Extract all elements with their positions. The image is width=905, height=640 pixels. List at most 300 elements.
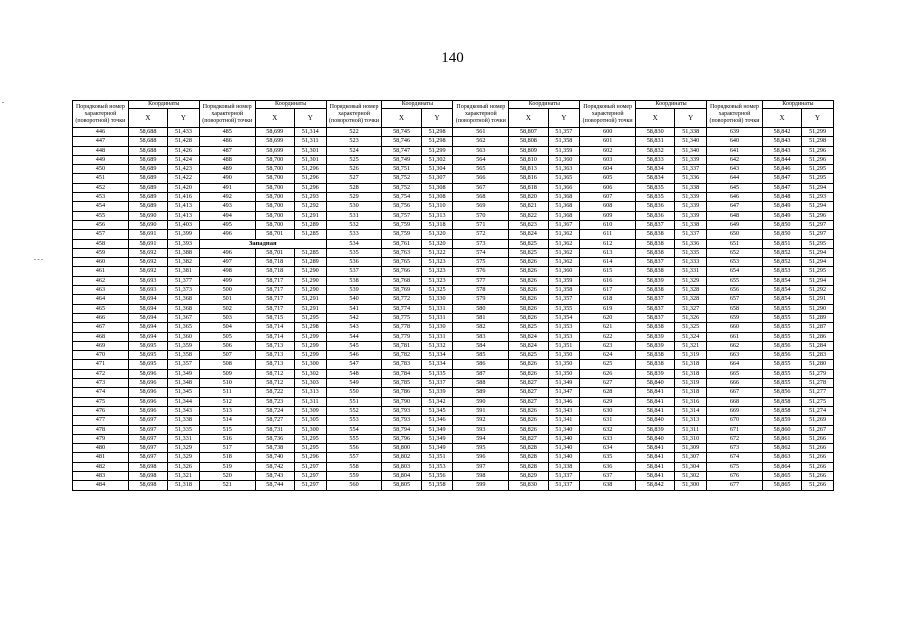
page-number: 140: [441, 50, 464, 66]
point-number-cell: 510: [199, 379, 255, 388]
x-cell: 58,842: [636, 481, 675, 490]
y-cell: 51,351: [548, 341, 580, 350]
y-cell: 51,293: [802, 193, 834, 202]
point-number-cell: 658: [707, 304, 763, 313]
point-number-cell: 647: [707, 202, 763, 211]
point-number-cell: 629: [580, 397, 636, 406]
point-number-cell: 544: [326, 332, 382, 341]
x-cell: 58,717: [255, 286, 294, 295]
x-cell: 58,826: [509, 369, 548, 378]
y-cell: 51,360: [548, 267, 580, 276]
y-cell: 51,340: [675, 137, 707, 146]
point-number-cell: 638: [580, 481, 636, 490]
y-cell: 51,297: [802, 220, 834, 229]
x-cell: 58,838: [636, 239, 675, 248]
y-cell: 51,357: [548, 295, 580, 304]
y-cell: 51,295: [294, 434, 326, 443]
y-cell: 51,286: [802, 332, 834, 341]
point-number-cell: 667: [707, 388, 763, 397]
point-number-cell: 458: [73, 239, 129, 248]
coordinates-header: Координаты: [128, 101, 199, 109]
coordinates-header: Координаты: [762, 101, 833, 109]
y-cell: 51,416: [168, 193, 200, 202]
point-number-cell: 665: [707, 369, 763, 378]
point-number-cell: 498: [199, 267, 255, 276]
point-number-cell: 606: [580, 183, 636, 192]
point-number-cell: 572: [453, 230, 509, 239]
point-number-cell: 637: [580, 471, 636, 480]
y-cell: 51,297: [294, 462, 326, 471]
y-cell: 51,296: [802, 146, 834, 155]
point-number-cell: 449: [73, 155, 129, 164]
coordinates-header: Координаты: [636, 101, 707, 109]
point-number-cell: 631: [580, 416, 636, 425]
y-cell: 51,336: [675, 174, 707, 183]
x-cell: 58,700: [255, 211, 294, 220]
table-row: [73, 230, 834, 239]
y-cell: 51,266: [802, 462, 834, 471]
x-cell: 58,839: [636, 332, 675, 341]
x-cell: 58,824: [509, 332, 548, 341]
point-number-cell: 512: [199, 397, 255, 406]
point-number-cell: 676: [707, 471, 763, 480]
point-number-cell: 641: [707, 146, 763, 155]
point-number-cell: 485: [199, 128, 255, 137]
y-cell: 51,284: [802, 341, 834, 350]
coordinates-header: Координаты: [382, 101, 453, 109]
point-number-cell: 568: [453, 193, 509, 202]
y-cell: 51,266: [802, 444, 834, 453]
y-cell: 51,359: [548, 146, 580, 155]
x-cell: 58,826: [509, 304, 548, 313]
point-number-cell: 526: [326, 165, 382, 174]
y-cell: 51,307: [675, 453, 707, 462]
y-cell: 51,297: [294, 481, 326, 490]
x-cell: 58,841: [636, 453, 675, 462]
point-number-cell: 473: [73, 379, 129, 388]
x-cell: 58,826: [509, 425, 548, 434]
x-cell: 58,698: [128, 481, 167, 490]
point-number-cell: 488: [199, 155, 255, 164]
table-row: [73, 425, 834, 434]
x-cell: 58,838: [636, 323, 675, 332]
x-cell: 58,854: [762, 295, 801, 304]
x-cell: 58,699: [255, 146, 294, 155]
point-number-cell: 556: [326, 444, 382, 453]
y-cell: 51,362: [548, 230, 580, 239]
x-cell: 58,714: [255, 323, 294, 332]
point-number-cell: 625: [580, 360, 636, 369]
coordinates-header: Координаты: [255, 101, 326, 109]
y-cell: 51,316: [675, 397, 707, 406]
x-cell: 58,838: [636, 230, 675, 239]
x-cell: 58,690: [128, 211, 167, 220]
x-cell: 58,864: [762, 462, 801, 471]
point-number-header: Порядковый номер характерной (поворотной) точки: [580, 101, 636, 128]
x-cell: 58,690: [128, 220, 167, 229]
y-cell: 51,348: [168, 379, 200, 388]
point-number-cell: 495: [199, 220, 255, 229]
y-cell: 51,420: [168, 183, 200, 192]
point-number-cell: 558: [326, 462, 382, 471]
margin-mark: -: [2, 100, 4, 106]
x-cell: 58,699: [255, 128, 294, 137]
point-number-cell: 621: [580, 323, 636, 332]
table-row: [73, 351, 834, 360]
x-cell: 58,833: [636, 155, 675, 164]
table-row: [73, 155, 834, 164]
point-number-cell: 648: [707, 211, 763, 220]
x-cell: 58,855: [762, 304, 801, 313]
y-cell: 51,325: [675, 323, 707, 332]
point-number-cell: 468: [73, 332, 129, 341]
x-cell: 58,694: [128, 323, 167, 332]
point-number-cell: 592: [453, 416, 509, 425]
point-number-cell: 590: [453, 397, 509, 406]
point-number-cell: 609: [580, 211, 636, 220]
x-cell: 58,796: [382, 434, 421, 443]
y-cell: 51,277: [802, 388, 834, 397]
y-cell: 51,295: [802, 239, 834, 248]
x-cell: 58,692: [128, 248, 167, 257]
point-number-cell: 564: [453, 155, 509, 164]
point-number-cell: 472: [73, 369, 129, 378]
point-number-cell: 612: [580, 239, 636, 248]
x-cell: 58,714: [255, 332, 294, 341]
y-cell: 51,355: [548, 304, 580, 313]
y-cell: 51,289: [294, 220, 326, 229]
y-cell: 51,337: [675, 165, 707, 174]
x-cell: 58,825: [509, 239, 548, 248]
point-number-cell: 588: [453, 379, 509, 388]
point-number-cell: 451: [73, 174, 129, 183]
y-cell: 51,300: [675, 481, 707, 490]
point-number-cell: 644: [707, 174, 763, 183]
x-cell: 58,840: [636, 416, 675, 425]
y-cell: 51,332: [421, 341, 453, 350]
point-number-cell: 456: [73, 220, 129, 229]
x-cell: 58,856: [762, 341, 801, 350]
point-number-cell: 513: [199, 406, 255, 415]
point-number-cell: 486: [199, 137, 255, 146]
point-number-cell: 657: [707, 295, 763, 304]
x-cell: 58,698: [128, 462, 167, 471]
y-cell: 51,322: [421, 248, 453, 257]
y-cell: 51,363: [548, 165, 580, 174]
x-cell: 58,793: [382, 416, 421, 425]
point-number-cell: 550: [326, 388, 382, 397]
y-cell: 51,318: [168, 481, 200, 490]
y-cell: 51,326: [675, 313, 707, 322]
y-cell: 51,291: [294, 304, 326, 313]
point-number-cell: 601: [580, 137, 636, 146]
y-header: Y: [294, 109, 326, 128]
table-row: [73, 174, 834, 183]
y-cell: 51,350: [548, 360, 580, 369]
point-number-cell: 573: [453, 239, 509, 248]
coordinates-table: [72, 100, 834, 491]
x-cell: 58,757: [382, 211, 421, 220]
point-number-cell: 499: [199, 276, 255, 285]
x-cell: 58,834: [636, 165, 675, 174]
x-cell: 58,700: [255, 202, 294, 211]
point-number-cell: 560: [326, 481, 382, 490]
x-cell: 58,689: [128, 165, 167, 174]
point-number-cell: 605: [580, 174, 636, 183]
y-header: Y: [168, 109, 200, 128]
point-number-cell: 677: [707, 481, 763, 490]
x-cell: 58,807: [509, 128, 548, 137]
y-cell: 51,295: [294, 444, 326, 453]
x-cell: 58,849: [762, 211, 801, 220]
y-cell: 51,413: [168, 211, 200, 220]
y-cell: 51,267: [802, 425, 834, 434]
point-number-cell: 615: [580, 267, 636, 276]
x-cell: 58,855: [762, 323, 801, 332]
point-number-cell: 502: [199, 304, 255, 313]
point-number-cell: 654: [707, 267, 763, 276]
y-cell: 51,330: [421, 323, 453, 332]
y-cell: 51,304: [675, 462, 707, 471]
point-number-cell: 614: [580, 258, 636, 267]
y-cell: 51,325: [421, 286, 453, 295]
x-cell: 58,813: [509, 165, 548, 174]
table-row: [73, 444, 834, 453]
point-number-cell: 668: [707, 397, 763, 406]
y-cell: 51,349: [548, 379, 580, 388]
x-cell: 58,688: [128, 128, 167, 137]
table-row: [73, 128, 834, 137]
y-cell: 51,278: [802, 379, 834, 388]
y-cell: 51,368: [168, 295, 200, 304]
x-cell: 58,691: [128, 239, 167, 248]
x-cell: 58,840: [636, 379, 675, 388]
point-number-cell: 514: [199, 416, 255, 425]
table-row: [73, 323, 834, 332]
table-row: [73, 248, 834, 257]
x-cell: 58,826: [509, 267, 548, 276]
x-cell: 58,692: [128, 258, 167, 267]
x-cell: 58,752: [382, 183, 421, 192]
point-number-cell: 538: [326, 276, 382, 285]
x-cell: 58,778: [382, 323, 421, 332]
y-cell: 51,291: [294, 211, 326, 220]
y-cell: 51,368: [168, 304, 200, 313]
y-cell: 51,296: [294, 453, 326, 462]
point-number-cell: 467: [73, 323, 129, 332]
point-number-cell: 636: [580, 462, 636, 471]
point-number-cell: 533: [326, 230, 382, 239]
y-cell: 51,324: [675, 332, 707, 341]
x-cell: 58,841: [636, 388, 675, 397]
x-cell: 58,858: [762, 397, 801, 406]
x-cell: 58,828: [509, 453, 548, 462]
point-number-cell: 646: [707, 193, 763, 202]
x-cell: 58,818: [509, 183, 548, 192]
y-cell: 51,381: [168, 267, 200, 276]
point-number-cell: 545: [326, 341, 382, 350]
point-number-cell: 522: [326, 128, 382, 137]
y-cell: 51,305: [294, 416, 326, 425]
section-label: Западная: [199, 239, 326, 248]
y-cell: 51,357: [168, 360, 200, 369]
x-cell: 58,830: [636, 128, 675, 137]
x-cell: 58,697: [128, 416, 167, 425]
x-cell: 58,800: [382, 444, 421, 453]
point-number-cell: 672: [707, 434, 763, 443]
y-cell: 51,266: [802, 434, 834, 443]
point-number-cell: 623: [580, 341, 636, 350]
y-cell: 51,299: [802, 128, 834, 137]
x-cell: 58,781: [382, 341, 421, 350]
y-cell: 51,340: [548, 453, 580, 462]
x-cell: 58,696: [128, 379, 167, 388]
x-cell: 58,697: [128, 453, 167, 462]
point-number-cell: 597: [453, 462, 509, 471]
x-cell: 58,763: [382, 248, 421, 257]
y-cell: 51,323: [421, 276, 453, 285]
x-cell: 58,825: [509, 351, 548, 360]
point-number-cell: 640: [707, 137, 763, 146]
point-number-cell: 585: [453, 351, 509, 360]
x-cell: 58,784: [382, 369, 421, 378]
x-cell: 58,701: [255, 230, 294, 239]
x-cell: 58,810: [509, 155, 548, 164]
point-number-cell: 673: [707, 444, 763, 453]
coordinates-header: Координаты: [509, 101, 580, 109]
table-row: [73, 481, 834, 490]
point-number-cell: 494: [199, 211, 255, 220]
point-number-cell: 603: [580, 155, 636, 164]
y-cell: 51,360: [168, 332, 200, 341]
y-cell: 51,340: [675, 146, 707, 155]
y-cell: 51,303: [294, 379, 326, 388]
y-cell: 51,338: [675, 128, 707, 137]
point-number-cell: 477: [73, 416, 129, 425]
x-cell: 58,841: [636, 444, 675, 453]
point-number-cell: 528: [326, 183, 382, 192]
y-cell: 51,338: [675, 183, 707, 192]
x-cell: 58,717: [255, 304, 294, 313]
x-cell: 58,693: [128, 286, 167, 295]
x-cell: 58,745: [382, 128, 421, 137]
x-cell: 58,836: [636, 202, 675, 211]
point-number-cell: 595: [453, 444, 509, 453]
point-number-cell: 598: [453, 471, 509, 480]
y-cell: 51,311: [294, 137, 326, 146]
point-number-cell: 479: [73, 434, 129, 443]
x-cell: 58,837: [636, 220, 675, 229]
point-number-cell: 660: [707, 323, 763, 332]
x-cell: 58,829: [509, 471, 548, 480]
x-header: X: [509, 109, 548, 128]
x-cell: 58,826: [509, 258, 548, 267]
x-cell: 58,835: [636, 193, 675, 202]
x-cell: 58,717: [255, 295, 294, 304]
point-number-cell: 662: [707, 341, 763, 350]
x-cell: 58,697: [128, 425, 167, 434]
y-cell: 51,302: [675, 471, 707, 480]
point-number-cell: 553: [326, 416, 382, 425]
x-cell: 58,695: [128, 341, 167, 350]
table-row: [73, 388, 834, 397]
x-cell: 58,689: [128, 174, 167, 183]
y-cell: 51,323: [421, 267, 453, 276]
point-number-cell: 649: [707, 220, 763, 229]
y-cell: 51,309: [675, 444, 707, 453]
y-cell: 51,289: [802, 313, 834, 322]
table-row: [73, 202, 834, 211]
point-number-cell: 557: [326, 453, 382, 462]
point-number-cell: 446: [73, 128, 129, 137]
point-number-cell: 583: [453, 332, 509, 341]
y-cell: 51,335: [421, 369, 453, 378]
y-cell: 51,351: [421, 453, 453, 462]
point-number-cell: 575: [453, 258, 509, 267]
x-cell: 58,715: [255, 313, 294, 322]
x-cell: 58,850: [762, 220, 801, 229]
table-row: [73, 332, 834, 341]
x-cell: 58,689: [128, 193, 167, 202]
point-number-cell: 478: [73, 425, 129, 434]
point-number-cell: 628: [580, 388, 636, 397]
y-cell: 51,266: [802, 481, 834, 490]
y-cell: 51,365: [168, 323, 200, 332]
y-cell: 51,335: [675, 248, 707, 257]
x-cell: 58,698: [128, 471, 167, 480]
x-cell: 58,803: [382, 462, 421, 471]
x-cell: 58,851: [762, 239, 801, 248]
x-cell: 58,697: [128, 444, 167, 453]
table-row: [73, 295, 834, 304]
point-number-cell: 454: [73, 202, 129, 211]
point-number-cell: 613: [580, 248, 636, 257]
point-number-cell: 610: [580, 220, 636, 229]
y-cell: 51,294: [802, 183, 834, 192]
point-number-cell: 569: [453, 202, 509, 211]
x-cell: 58,701: [255, 248, 294, 257]
x-cell: 58,746: [382, 137, 421, 146]
y-cell: 51,337: [548, 471, 580, 480]
x-cell: 58,794: [382, 425, 421, 434]
x-cell: 58,731: [255, 425, 294, 434]
y-cell: 51,349: [421, 444, 453, 453]
table-row: [73, 406, 834, 415]
x-header: X: [762, 109, 801, 128]
point-number-cell: 450: [73, 165, 129, 174]
x-cell: 58,852: [762, 258, 801, 267]
x-cell: 58,855: [762, 379, 801, 388]
point-number-cell: 663: [707, 351, 763, 360]
point-number-cell: 484: [73, 481, 129, 490]
point-number-header: Порядковый номер характерной (поворотной) точки: [707, 101, 763, 128]
point-number-cell: 525: [326, 155, 382, 164]
x-cell: 58,849: [762, 202, 801, 211]
x-cell: 58,689: [128, 183, 167, 192]
point-number-cell: 546: [326, 351, 382, 360]
y-header: Y: [675, 109, 707, 128]
point-number-cell: 496: [199, 230, 255, 239]
point-number-cell: 523: [326, 137, 382, 146]
point-number-cell: 541: [326, 304, 382, 313]
table-row: [73, 183, 834, 192]
x-cell: 58,841: [636, 462, 675, 471]
y-cell: 51,331: [675, 267, 707, 276]
table-row: [73, 416, 834, 425]
table-row: [73, 193, 834, 202]
x-cell: 58,754: [382, 193, 421, 202]
x-cell: 58,713: [255, 341, 294, 350]
